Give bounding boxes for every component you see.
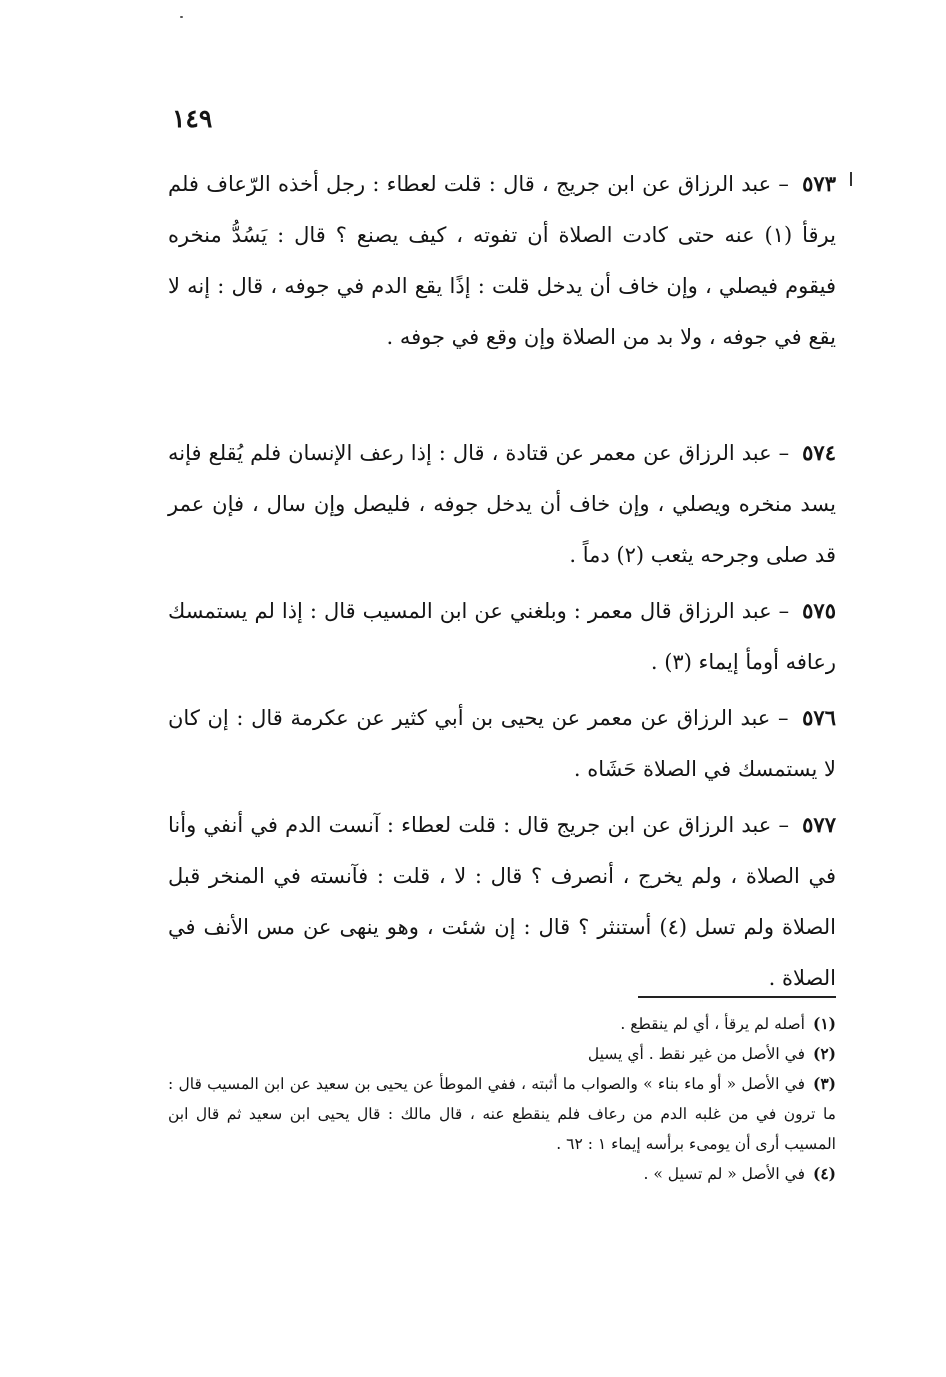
hadith-text: – عبد الرزاق عن معمر عن قتادة ، قال : إذا رعف الإنسان فلم يُقلع فإنه يسد منخره ويصلي ، وإن خاف أن يدخل جوفه ، فليصل وإن سال ، فإن عمر قد صلى وجرحه يثعب (٢) دماً . <box>168 441 836 567</box>
hadith-text: – عبد الرزاق عن معمر عن يحيى بن أبي كثير عن عكرمة قال : إن كان لا يستمسك في الصلاة حَشَاه . <box>168 706 836 781</box>
hadith-number: ٥٧٦ <box>802 705 836 730</box>
footnote-number: (٤) <box>812 1164 836 1183</box>
hadith-number: ٥٧٧ <box>802 812 836 837</box>
hadith-paragraph <box>168 158 836 363</box>
footnote-list <box>168 1009 836 1189</box>
hadith-paragraph <box>168 585 836 688</box>
footnote-divider <box>638 996 836 998</box>
margin-mark <box>850 172 852 186</box>
hadith-text: – عبد الرزاق عن ابن جريج قال : قلت لعطاء : آنست الدم في أنفي وأنا في الصلاة ، ولم يخرج ، أنصرف ؟ قال : لا ، قلت : فآنسته في المنخر قبل الصلاة ولم تسل (٤) أستنثر ؟ قال : إن شئت ، وهو ينهى عن مس الأنف في الصلاة . <box>168 813 836 990</box>
hadith-text: – عبد الرزاق قال معمر : وبلغني عن ابن المسيب قال : إذا لم يستمسك رعافه أومأ إيماء (٣) . <box>168 599 836 674</box>
footnote <box>168 1159 836 1189</box>
footnote-text: في الأصل « أو ماء بناء » والصواب ما أثبته ، ففي الموطأ عن يحيى بن سعيد عن ابن المسيب قال : ما ترون في من غلبه الدم من رعاف فلم ينقطع عنه ، قال مالك : قال يحيى ابن سعيد ثم قال ابن المسيب أرى أن يومىء برأسه إيماء ١ : ٦٢ . <box>168 1075 836 1153</box>
footnote <box>168 1069 836 1159</box>
footnote <box>168 1009 836 1039</box>
hadith-text: – عبد الرزاق عن ابن جريج ، قال : قلت لعطاء : رجل أخذه الرّعاف فلم يرقأ (١) عنه حتى كادت الصلاة أن تفوته ، كيف يصنع ؟ قال : يَسُدُّ منخره فيقوم فيصلي ، وإن خاف أن يدخل قلت : إذًا يقع الدم في جوفه ، قال : إنه لا يقع في جوفه ، ولا بد من الصلاة وإن وقع في جوفه . <box>168 172 836 349</box>
footnote-text: في الأصل « لم تسيل » . <box>643 1165 805 1183</box>
footnote <box>168 1039 836 1069</box>
scan-speck <box>180 16 183 18</box>
footnote-number: (٢) <box>812 1044 836 1063</box>
footnote-number: (٣) <box>812 1074 836 1093</box>
hadith-paragraph <box>168 799 836 1004</box>
footnote-number: (١) <box>812 1014 836 1033</box>
hadith-paragraph <box>168 692 836 795</box>
footnote-text: أصله لم يرقأ ، أي لم ينقطع . <box>620 1015 805 1033</box>
hadith-number: ٥٧٥ <box>802 598 836 623</box>
page-number: ١٤٩ <box>172 104 213 133</box>
footnote-text: في الأصل من غير نقط . أي يسيل <box>587 1045 805 1063</box>
hadith-paragraph <box>168 427 836 581</box>
hadith-number: ٥٧٤ <box>802 440 836 465</box>
hadith-number: ٥٧٣ <box>802 171 836 196</box>
